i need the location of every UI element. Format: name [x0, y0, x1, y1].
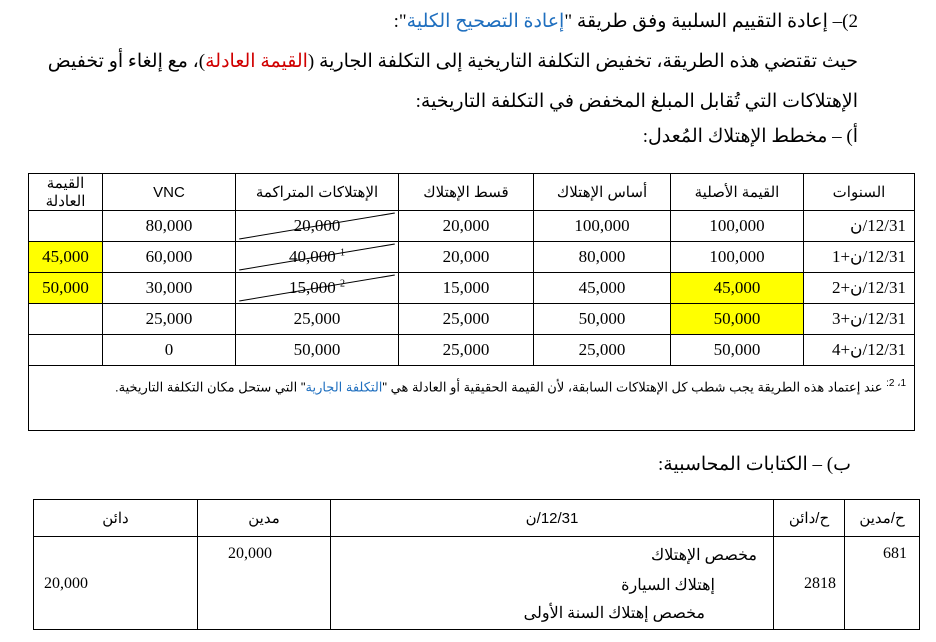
col-debit-account: ح/مدين	[845, 500, 920, 537]
cell-accumulated-struck: 40,000 $^1$	[236, 242, 399, 273]
cell-vnc: 80,000	[103, 211, 236, 242]
col-installment: قسط الإهتلاك	[399, 174, 534, 211]
cell-year: 12/31/ن+1	[804, 242, 915, 273]
cell-base: 80,000	[534, 242, 671, 273]
col-depreciation-base: أساس الإهتلاك	[534, 174, 671, 211]
cell-year: 12/31/ن+2	[804, 273, 915, 304]
table-row	[29, 335, 915, 366]
col-original-value: القيمة الأصلية	[671, 174, 804, 211]
cell-fair-highlighted: 50,000	[29, 273, 103, 304]
cell-accumulated-struck: 15,000 $^2$	[236, 273, 399, 304]
col-credit: دائن	[34, 500, 198, 537]
cell-debit-account: 681	[845, 537, 920, 630]
entry-description: مخصص إهتلاك السنة الأولى	[523, 605, 705, 622]
footnote-marker: 2	[340, 278, 345, 290]
cell-accumulated: 50,000	[236, 335, 399, 366]
cell-vnc: 60,000	[103, 242, 236, 273]
cell-vnc: 25,000	[103, 304, 236, 335]
subheading-b: ب) – الكتابات المحاسبية:	[658, 454, 851, 475]
cell-fair	[29, 335, 103, 366]
subheading-a: أ) – مخطط الإهتلاك المُعدل:	[642, 126, 858, 147]
depreciation-table	[28, 173, 915, 431]
cell-installment: 25,000	[399, 335, 534, 366]
table-note-row	[29, 366, 915, 431]
cell-installment: 25,000	[399, 304, 534, 335]
cell-original-highlighted: 50,000	[671, 304, 804, 335]
col-credit-account: ح/دائن	[774, 500, 845, 537]
cell-original-highlighted: 45,000	[671, 273, 804, 304]
entry-debit-line: مخصص الإهتلاك	[651, 547, 757, 564]
cell-original: 50,000	[671, 335, 804, 366]
section-title-2: 2)– إعادة التقييم السلبية وفق طريقة "إعادة التصحيح الكلية":	[393, 11, 858, 32]
col-fair-value: القيمة العادلة	[29, 174, 103, 211]
cell-base: 50,000	[534, 304, 671, 335]
cell-fair-highlighted: 45,000	[29, 242, 103, 273]
cell-original: 100,000	[671, 211, 804, 242]
paragraph-line-1: حيث تقتضي هذه الطريقة، تخفيض التكلفة التاريخية إلى التكلفة الجارية (القيمة العادلة)، مع إلغاء أو تخفيض	[47, 51, 858, 72]
cell-accumulated-struck: 20,000	[236, 211, 399, 242]
entry-credit-line: إهتلاك السيارة	[621, 577, 715, 594]
cell-credit-account: 2818	[774, 537, 845, 630]
table-footnote: $^{1، 2:}$ عند إعتماد هذه الطريقة يجب شطب كل الإهتلاكات السابقة، لأن القيمة الحقيقية أو العادلة هي "التكلفة الجارية" التي ستحل مكان التكلفة التاريخية.	[29, 366, 915, 431]
cell-installment: 15,000	[399, 273, 534, 304]
col-years: السنوات	[804, 174, 915, 211]
cell-fair	[29, 304, 103, 335]
col-vnc: VNC	[103, 174, 236, 211]
cell-accumulated: 25,000	[236, 304, 399, 335]
cell-base: 100,000	[534, 211, 671, 242]
journal-entry-table	[33, 499, 920, 630]
table-row	[29, 273, 915, 304]
cell-original: 100,000	[671, 242, 804, 273]
cell-installment: 20,000	[399, 211, 534, 242]
table-row	[29, 304, 915, 335]
col-debit: مدين	[198, 500, 331, 537]
table-row	[29, 211, 915, 242]
cell-description	[331, 537, 774, 630]
cell-fair	[29, 211, 103, 242]
cell-base: 25,000	[534, 335, 671, 366]
cell-base: 45,000	[534, 273, 671, 304]
cell-vnc: 0	[103, 335, 236, 366]
cell-vnc: 30,000	[103, 273, 236, 304]
table-row	[29, 242, 915, 273]
journal-header-row	[34, 500, 920, 537]
cell-debit-amount: 20,000	[198, 537, 331, 630]
cell-credit-amount: 20,000	[34, 537, 198, 630]
col-accumulated: الإهتلاكات المتراكمة	[236, 174, 399, 211]
cell-installment: 20,000	[399, 242, 534, 273]
table-header-row	[29, 174, 915, 211]
footnote-marker: 1	[340, 247, 345, 259]
col-date: 12/31/ن	[331, 500, 774, 537]
paragraph-line-2: الإهتلاكات التي تُقابل المبلغ المخفض في التكلفة التاريخية:	[415, 91, 858, 112]
cell-year: 12/31/ن+4	[804, 335, 915, 366]
journal-entry-row	[34, 537, 920, 630]
cell-year: 12/31/ن+3	[804, 304, 915, 335]
cell-year: 12/31/ن	[804, 211, 915, 242]
